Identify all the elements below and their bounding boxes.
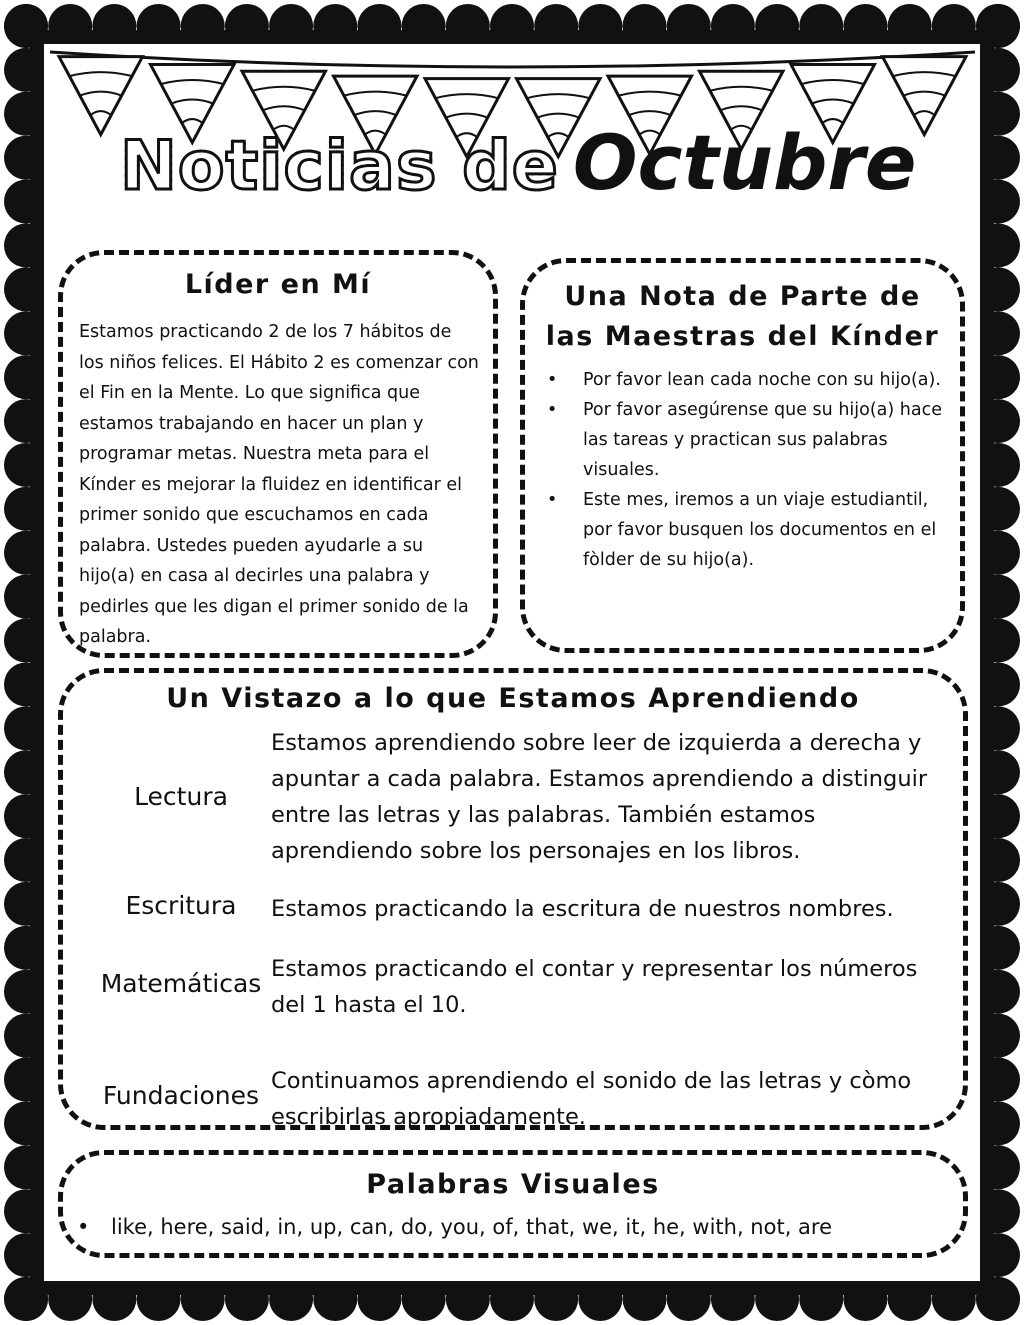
subject-label: Fundaciones [102, 1081, 260, 1110]
leader-box-body: Estamos practicando 2 de los 7 hábitos de los niños felices. El Hábito 2 es comenzar con el Fin en la Mente. Lo que significa que estamos trabajando en hacer un plan y programar metas. Nuestra meta para el Kínder es mejorar la fluidez en identificar el primer sonido que escuchamos en cada palabra. Ustedes pueden ayudarle a su hijo(a) en casa al decirles una palabra y pedirles que les digan el primer sonido de la palabra. [79, 322, 479, 647]
subject-description: Estamos practicando la escritura de nuestros nombres. [271, 896, 894, 922]
subject-label: Escritura [125, 891, 237, 920]
subject-description: Estamos practicando el contar y representar los números del 1 hasta el 10. [271, 956, 918, 1018]
note-list [535, 365, 950, 575]
leader-in-me-box [58, 250, 498, 658]
subject-description: Continuamos aprendiendo el sonido de las letras y còmo escribirlas apropiadamente. [271, 1068, 912, 1130]
learning-box-title: Un Vistazo a lo que Estamos Aprendiendo [166, 683, 860, 714]
title-part1: Noticias de [120, 127, 559, 206]
subject-label: Matemáticas [100, 969, 262, 998]
sight-words-list [77, 1215, 953, 1239]
note-box-title: Una Nota de Parte de las Maestras del Kínder [545, 281, 940, 352]
subject-label: Lectura [134, 782, 228, 811]
list-item: • Por favor lean cada noche con su hijo(a). [535, 365, 950, 395]
bullet-icon: • [77, 1215, 90, 1239]
sight-words-box [58, 1150, 968, 1258]
title-part2: Octubre [572, 118, 917, 207]
leader-box-title: Líder en Mí [184, 269, 372, 300]
teacher-note-box [520, 258, 965, 653]
learning-overview-box [58, 668, 968, 1130]
list-item: • Por favor asegúrense que su hijo(a) hace las tareas y practican sus palabras visuales. [535, 395, 950, 485]
sight-words-text: like, here, said, in, up, can, do, you, of, that, we, it, he, with, not, are [111, 1215, 833, 1239]
newsletter-title [120, 118, 940, 213]
sight-words-title: Palabras Visuales [366, 1169, 660, 1200]
subject-description: Estamos aprendiendo sobre leer de izquierda a derecha y apuntar a cada palabra. Estamos aprendiendo a distinguir entre las letras y las palabras. También estamos aprendiendo sobre los personajes en los libros. [271, 730, 928, 864]
list-item: • Este mes, iremos a un viaje estudiantil, por favor busquen los documentos en el fòlder de su hijo(a). [535, 485, 950, 575]
